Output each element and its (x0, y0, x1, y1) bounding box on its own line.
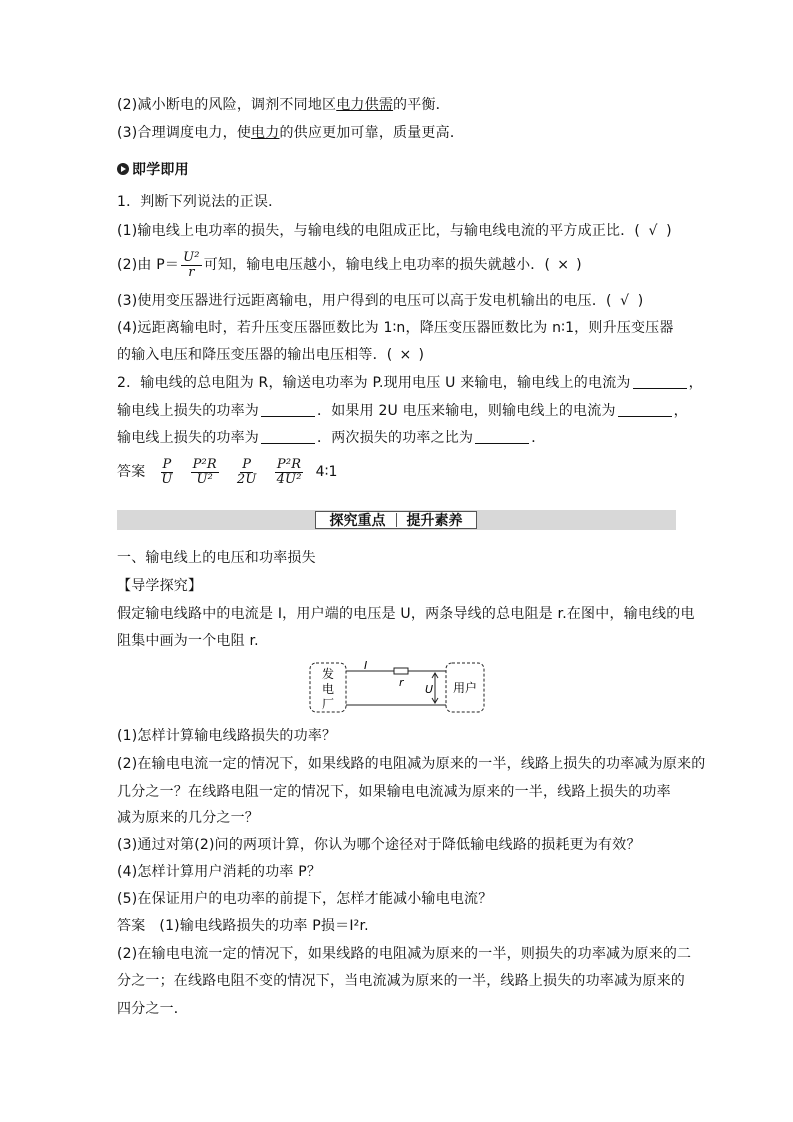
sub-question: (4)怎样计算用户消耗的功率 P？ (117, 864, 322, 880)
question-title: 1．判断下列说法的正误． (117, 194, 283, 210)
fraction: $\frac{\text{U²}}{r}$ (183, 249, 200, 280)
sub-question: (5)在保证用户的电功率的前提下，怎样才能减小输电电流？ (117, 891, 493, 907)
sub-question: 几分之一？在线路电阻一定的情况下，如果输电电流减为原来的一半，线路上损失的功率 (117, 784, 671, 800)
answer-blank (261, 402, 315, 417)
fraction: $\frac{P}{2U}$ (236, 456, 257, 487)
voltage-label: U (425, 683, 434, 696)
play-circle-icon (117, 163, 129, 175)
fraction: $\frac{\text{P²R}}{\text{U²}}$ (192, 456, 217, 487)
section-banner-title: 探究重点 提升素养 (315, 511, 477, 529)
generator-label: 发 (321, 667, 335, 681)
resistor-label: r (399, 676, 404, 689)
answer-blank (261, 429, 315, 444)
question-item: (3)使用变压器进行远距离输电，用户得到的电压可以高于发电机输出的电压．( √ ) (117, 293, 644, 309)
underlined-term: 电力供需 (336, 97, 394, 113)
answer-line: 四分之一． (117, 1001, 188, 1017)
paragraph-line: 阻集中画为一个电阻 r. (117, 633, 259, 649)
section-heading: 一、输电线上的电压和功率损失 (117, 550, 316, 566)
answer-label: 答案 (117, 918, 146, 934)
sub-question: (2)在输电电流一定的情况下，如果线路的电阻减为原来的一半，线路上损失的功率减为原来的 (117, 756, 706, 772)
underlined-term: 电力 (251, 125, 280, 141)
section-banner (117, 510, 676, 530)
question-line: 输电线上损失的功率为 ．两次损失的功率之比为 ． (117, 430, 546, 446)
paragraph-line: 假定输电线路中的电流是 I，用户端的电压是 U，两条导线的总电阻是 r.在图中，输电线的电 (117, 606, 695, 622)
fraction: $\frac{P}{U}$ (161, 456, 173, 487)
fraction: $\frac{\text{P²R}}{\text{4U²}}$ (276, 456, 302, 487)
answer-line: (2)在输电电流一定的情况下，如果线路的电阻减为原来的一半，则损失的功率减为原来的二 (117, 946, 692, 962)
question-item: (4)远距离输电时，若升压变压器匝数比为 1∶n，降压变压器匝数比为 n∶1，则升压变压器 (117, 320, 674, 336)
generator-label: 厂 (321, 697, 335, 711)
answer-line (117, 455, 338, 489)
question-item: 的输入电压和降压变压器的输出电压相等．( × ) (117, 347, 425, 363)
answer-line: 分之一；在线路电阻不变的情况下，当电流减为原来的一半，线路上损失的功率减为原来的 (117, 973, 685, 989)
sub-question: (3)通过对第(2)问的两项计算，你认为哪个途径对于降低输电线路的损耗更为有效？ (117, 837, 641, 853)
resistor (394, 668, 408, 674)
question-line: 输电线上损失的功率为 ．如果用 2U 电压来输电，则输电线上的电流为 ， (117, 403, 688, 419)
answer-blank (633, 374, 687, 389)
check-mark: √ (620, 293, 630, 309)
answer-blank (475, 429, 529, 444)
ratio: 4∶1 (315, 464, 338, 480)
text-line: (2)减小断电的风险，调剂不同地区电力供需的平衡． (117, 97, 450, 113)
question-item: (2)由 P＝ $\frac{\text{U²}}{r}$ 可知，输电电压越小，输电线上电功率的损失就越小．( × ) (117, 249, 582, 280)
answer-line: 答案 (1)输电线路损失的功率 P损＝I²r. (117, 918, 369, 934)
current-label: I (364, 660, 368, 672)
user-label: 用户 (452, 681, 478, 695)
answer-label: 答案 (117, 464, 146, 480)
sub-question: 减为原来的几分之一？ (117, 810, 259, 826)
generator-label: 电 (321, 682, 335, 696)
cross-mark: × (399, 347, 412, 363)
section-label: 即学即用 (117, 160, 189, 180)
text-line: (3)合理调度电力，使电力的供应更加可靠，质量更高． (117, 125, 465, 141)
question-item: (1)输电线上电功率的损失，与输电线的电阻成正比，与输电线电流的平方成正比．( √ ) (117, 223, 672, 239)
sub-heading: 【导学探究】 (117, 578, 203, 594)
question-title: 2．输电线的总电阻为 R，输送电功率为 P.现用电压 U 来输电，输电线上的电流为 ， (117, 375, 703, 391)
answer-blank (618, 402, 672, 417)
cross-mark: × (557, 257, 570, 273)
circuit-diagram (308, 660, 488, 715)
check-mark: √ (648, 223, 658, 239)
sub-question: (1)怎样计算输电线路损失的功率？ (117, 728, 337, 744)
